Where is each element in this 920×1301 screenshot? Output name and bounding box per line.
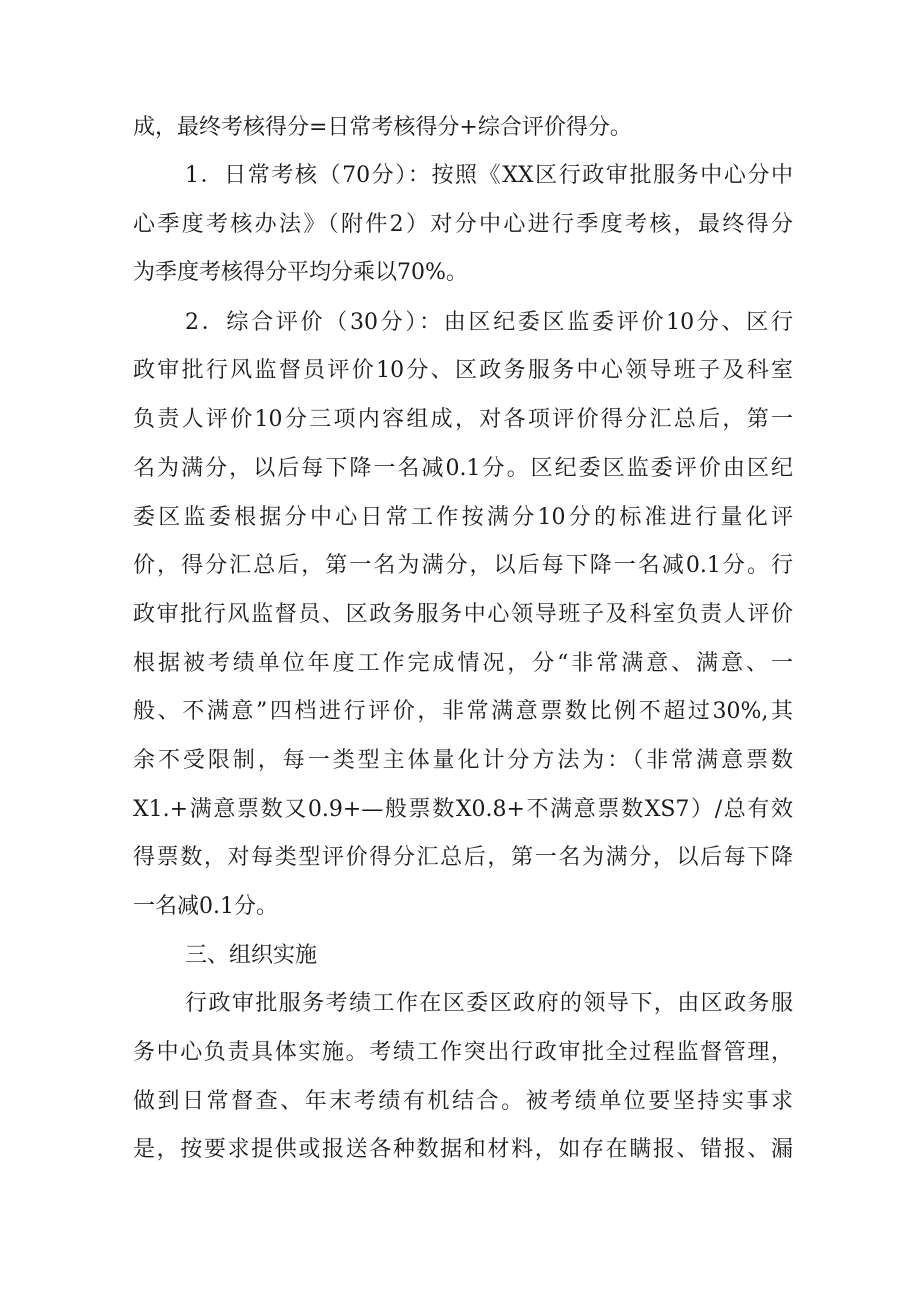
text-line: 做到日常督查、年末考绩有机结合。被考绩单位要坚持实事求 [133, 1089, 793, 1114]
text-line: 成，最终考核得分=日常考核得分+综合评价得分。 [133, 115, 632, 140]
text-line: 务中心负责具体实施。考绩工作突出行政审批全过程监督管理， [133, 1040, 793, 1065]
text-line: 政审批行风监督员评价10分、区政务服务中心领导班子及科室 [133, 358, 793, 383]
text-line: 价，得分汇总后，第一名为满分，以后每下降一名减0.1分。行 [133, 553, 793, 578]
text-line: 是，按要求提供或报送各种数据和材料，如存在瞒报、错报、漏 [133, 1137, 793, 1162]
text-line: 一名减0.1分。 [133, 894, 278, 919]
text-line: 名为满分，以后每下降一名减0.1分。区纪委区监委评价由区纪 [133, 456, 793, 481]
text-line: 负责人评价10分三项内容组成，对各项评价得分汇总后，第一 [133, 407, 793, 432]
text-line: 委区监委根据分中心日常工作按满分10分的标准进行量化评 [133, 505, 793, 530]
text-line: 心季度考核办法》（附件2）对分中心进行季度考核，最终得分 [133, 212, 793, 237]
text-line: X1.+满意票数又0.9+—般票数X0.8+不满意票数XS7）/总有效 [133, 797, 793, 822]
text-line: 1．日常考核（70分）：按照《XX区行政审批服务中心分中 [185, 163, 793, 188]
text-line: 般、不满意”四档进行评价，非常满意票数比例不超过30%,其 [133, 699, 793, 724]
text-line: 根据被考绩单位年度工作完成情况，分“非常满意、满意、一 [133, 651, 793, 676]
text-line: 为季度考核得分平均分乘以70%。 [133, 260, 468, 285]
text-line: 政审批行风监督员、区政务服务中心领导班子及科室负责人评价 [133, 602, 793, 627]
text-line: 余不受限制，每一类型主体量化计分方法为：（非常满意票数 [133, 748, 793, 773]
section-heading: 三、组织实施 [185, 943, 318, 968]
text-line: 行政审批服务考绩工作在区委区政府的领导下，由区政务服 [185, 991, 793, 1016]
text-line: 2．综合评价（30分）：由区纪委区监委评价10分、区行 [185, 310, 793, 335]
text-line: 得票数，对每类型评价得分汇总后，第一名为满分，以后每下降 [133, 845, 793, 870]
